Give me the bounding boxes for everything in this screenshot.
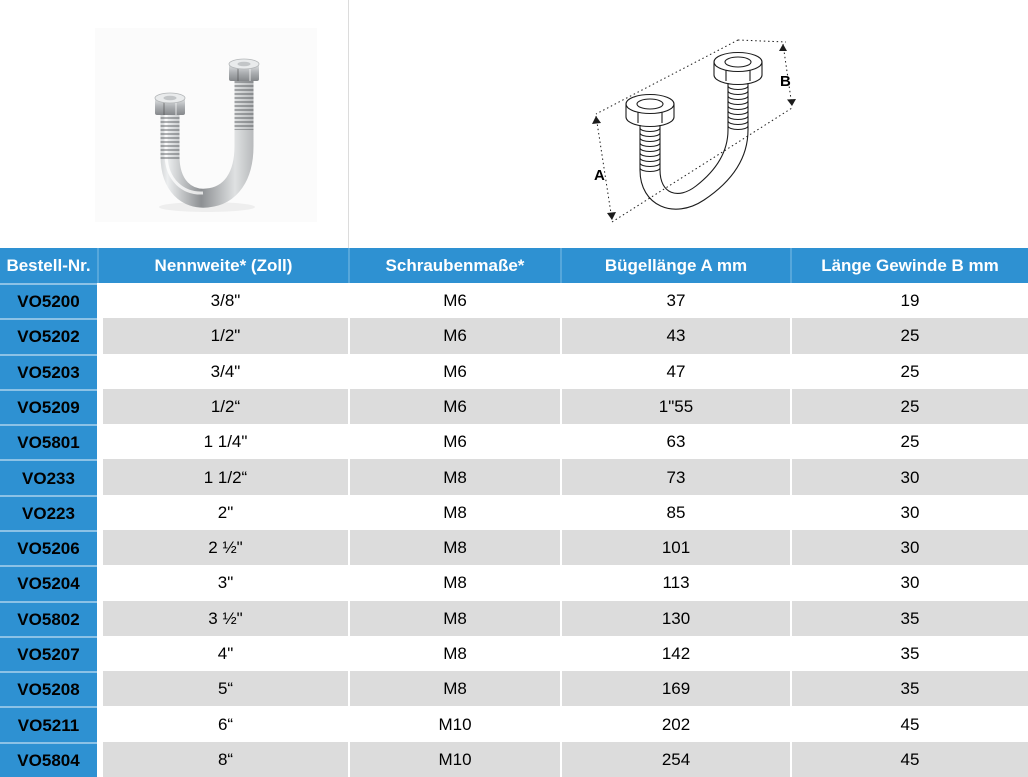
cell-schraubenmasse: M8 [348, 565, 560, 600]
cell-nennweite: 3/8" [97, 283, 348, 318]
cell-nennweite: 3 ½" [97, 601, 348, 636]
column-header-bestell-nr: Bestell-Nr. [0, 248, 97, 283]
cell-schraubenmasse: M10 [348, 706, 560, 741]
cell-buegellaenge: 47 [560, 354, 790, 389]
u-bolt-diagram-image [586, 28, 800, 230]
cell-schraubenmasse: M8 [348, 636, 560, 671]
column-header-schraubenmasse: Schraubenmaße* [348, 248, 560, 283]
table-row [0, 565, 1028, 600]
table-body [0, 283, 1028, 777]
cell-laenge-gewinde: 25 [790, 318, 1028, 353]
cell-schraubenmasse: M8 [348, 671, 560, 706]
product-table [0, 248, 1028, 777]
table-row [0, 459, 1028, 494]
cell-laenge-gewinde: 25 [790, 354, 1028, 389]
cell-bestell-nr: VO5804 [0, 742, 97, 777]
column-header-laenge-gewinde: Länge Gewinde B mm [790, 248, 1028, 283]
cell-nennweite: 4" [97, 636, 348, 671]
table-row [0, 318, 1028, 353]
dimension-label-a: A [594, 167, 605, 184]
cell-schraubenmasse: M10 [348, 742, 560, 777]
cell-laenge-gewinde: 35 [790, 671, 1028, 706]
cell-laenge-gewinde: 19 [790, 283, 1028, 318]
cell-nennweite: 1 1/2“ [97, 459, 348, 494]
cell-buegellaenge: 43 [560, 318, 790, 353]
cell-schraubenmasse: M6 [348, 424, 560, 459]
cell-laenge-gewinde: 35 [790, 636, 1028, 671]
u-bolt-photo [95, 28, 317, 222]
cell-buegellaenge: 254 [560, 742, 790, 777]
cell-schraubenmasse: M8 [348, 530, 560, 565]
cell-buegellaenge: 169 [560, 671, 790, 706]
cell-schraubenmasse: M8 [348, 459, 560, 494]
cell-buegellaenge: 202 [560, 706, 790, 741]
cell-bestell-nr: VO223 [0, 495, 97, 530]
section-divider [348, 0, 349, 248]
cell-schraubenmasse: M6 [348, 283, 560, 318]
cell-bestell-nr: VO5206 [0, 530, 97, 565]
cell-laenge-gewinde: 45 [790, 706, 1028, 741]
cell-nennweite: 3/4" [97, 354, 348, 389]
table-row [0, 742, 1028, 777]
table-row [0, 424, 1028, 459]
u-bolt-photo-image [95, 28, 317, 222]
table-row [0, 495, 1028, 530]
table-row [0, 706, 1028, 741]
cell-bestell-nr: VO5801 [0, 424, 97, 459]
cell-buegellaenge: 130 [560, 601, 790, 636]
cell-bestell-nr: VO5200 [0, 283, 97, 318]
table-row [0, 354, 1028, 389]
cell-bestell-nr: VO5204 [0, 565, 97, 600]
cell-bestell-nr: VO5211 [0, 706, 97, 741]
cell-buegellaenge: 85 [560, 495, 790, 530]
table-row [0, 389, 1028, 424]
cell-bestell-nr: VO5207 [0, 636, 97, 671]
cell-bestell-nr: VO5202 [0, 318, 97, 353]
cell-nennweite: 8“ [97, 742, 348, 777]
cell-bestell-nr: VO5802 [0, 601, 97, 636]
table-row [0, 636, 1028, 671]
cell-laenge-gewinde: 30 [790, 565, 1028, 600]
cell-buegellaenge: 63 [560, 424, 790, 459]
cell-laenge-gewinde: 35 [790, 601, 1028, 636]
cell-buegellaenge: 101 [560, 530, 790, 565]
cell-buegellaenge: 1"55 [560, 389, 790, 424]
cell-nennweite: 5“ [97, 671, 348, 706]
column-header-nennweite: Nennweite* (Zoll) [97, 248, 348, 283]
cell-laenge-gewinde: 45 [790, 742, 1028, 777]
cell-schraubenmasse: M6 [348, 318, 560, 353]
u-bolt-diagram [586, 28, 800, 230]
cell-bestell-nr: VO233 [0, 459, 97, 494]
table-row [0, 530, 1028, 565]
table-header-row [0, 248, 1028, 283]
dimension-label-b: B [780, 73, 791, 90]
table-row [0, 601, 1028, 636]
cell-schraubenmasse: M6 [348, 354, 560, 389]
column-header-buegellaenge: Bügellänge A mm [560, 248, 790, 283]
cell-nennweite: 2" [97, 495, 348, 530]
cell-schraubenmasse: M8 [348, 495, 560, 530]
cell-laenge-gewinde: 30 [790, 459, 1028, 494]
cell-buegellaenge: 113 [560, 565, 790, 600]
cell-nennweite: 2 ½" [97, 530, 348, 565]
cell-nennweite: 6“ [97, 706, 348, 741]
cell-laenge-gewinde: 30 [790, 530, 1028, 565]
cell-bestell-nr: VO5209 [0, 389, 97, 424]
table-row [0, 671, 1028, 706]
cell-schraubenmasse: M6 [348, 389, 560, 424]
cell-laenge-gewinde: 30 [790, 495, 1028, 530]
cell-nennweite: 1/2" [97, 318, 348, 353]
cell-buegellaenge: 73 [560, 459, 790, 494]
cell-buegellaenge: 142 [560, 636, 790, 671]
top-section [0, 0, 1028, 248]
cell-bestell-nr: VO5203 [0, 354, 97, 389]
cell-nennweite: 3" [97, 565, 348, 600]
cell-nennweite: 1 1/4" [97, 424, 348, 459]
cell-laenge-gewinde: 25 [790, 424, 1028, 459]
cell-laenge-gewinde: 25 [790, 389, 1028, 424]
cell-buegellaenge: 37 [560, 283, 790, 318]
cell-schraubenmasse: M8 [348, 601, 560, 636]
cell-nennweite: 1/2“ [97, 389, 348, 424]
cell-bestell-nr: VO5208 [0, 671, 97, 706]
table-row [0, 283, 1028, 318]
